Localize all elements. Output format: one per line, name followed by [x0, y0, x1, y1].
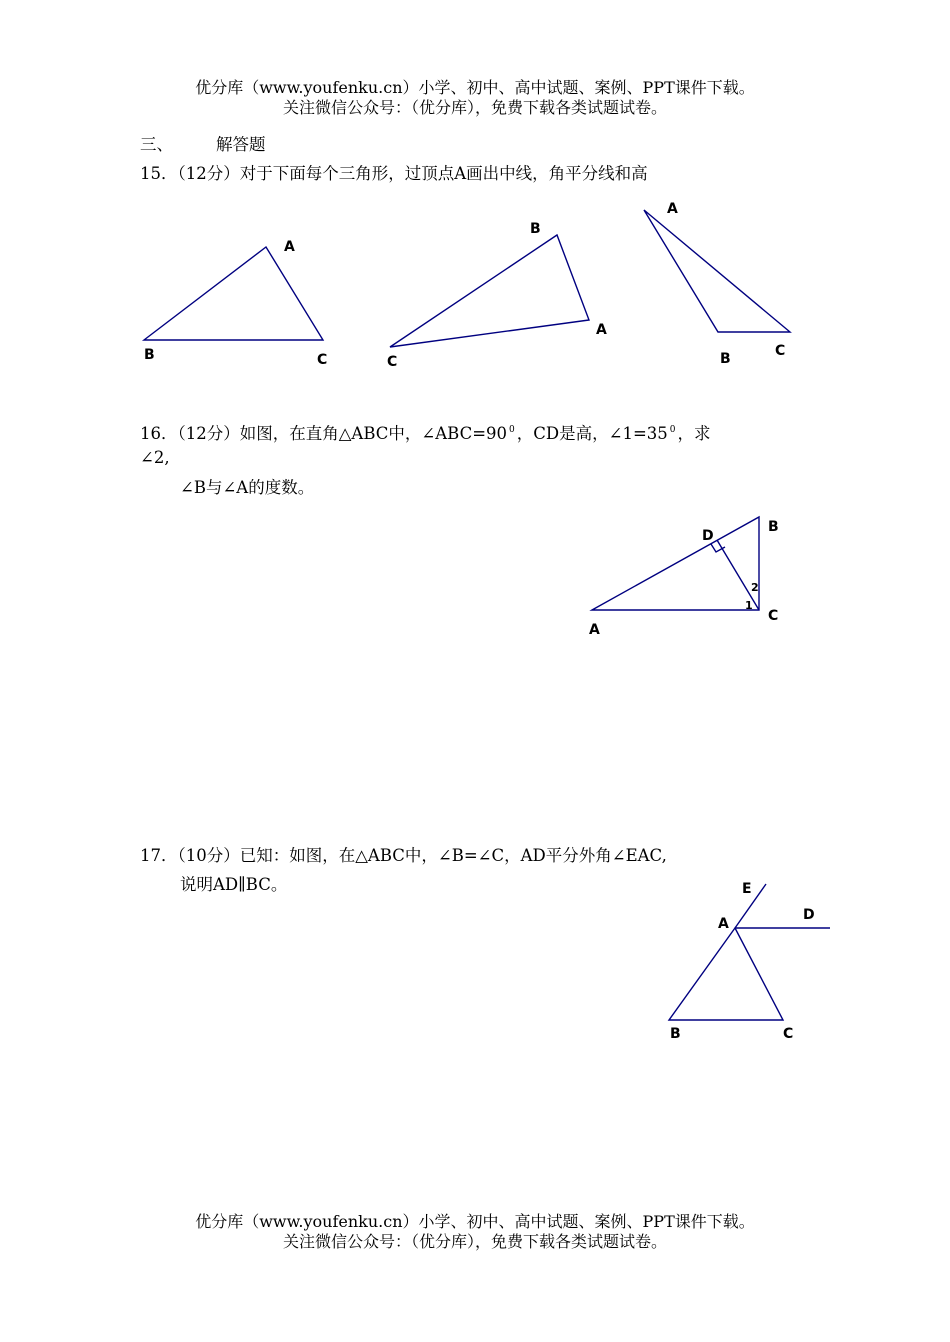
fig16-label-a: A: [589, 622, 600, 638]
fig17-label-e: E: [742, 881, 752, 897]
fig2-label-b: B: [530, 221, 541, 237]
footer-line-2: 关注微信公众号：（优分库），免费下载各类试题试卷。: [282, 1232, 667, 1251]
q16-text-a: 16．（12分）如图，在直角△ABC中，∠ABC=90: [140, 424, 508, 443]
fig16-angle-1: 1: [745, 599, 753, 612]
q16-text-c: ，求: [677, 424, 711, 443]
fig16-label-b: B: [768, 519, 779, 535]
fig16-label-d: D: [702, 528, 714, 544]
header-line-1: 优分库（www.youfenku.cn）小学、初中、高中试题、案例、PPT课件下载。: [195, 78, 755, 97]
q16-degree-1: 0: [509, 425, 515, 435]
fig2-label-c: C: [387, 354, 398, 370]
section-number: 三、: [140, 135, 173, 154]
fig3-label-a: A: [667, 201, 678, 217]
triangle-abc: [669, 928, 783, 1020]
header-line-2: 关注微信公众号：（优分库），免费下载各类试题试卷。: [282, 98, 667, 117]
fig17-label-d: D: [803, 907, 815, 923]
question-17-line-2: 说明AD∥BC。: [180, 875, 288, 894]
fig16-angle-2: 2: [751, 581, 759, 594]
fig2-label-a: A: [596, 322, 607, 338]
question-16-line-3: ∠B与∠A的度数。: [180, 478, 315, 497]
question-17-line-1: 17．（10分）已知：如图，在△ABC中，∠B=∠C，AD平分外角∠EAC,: [140, 846, 667, 865]
footer-line-1: 优分库（www.youfenku.cn）小学、初中、高中试题、案例、PPT课件下载。: [195, 1212, 755, 1231]
fig17-label-c: C: [783, 1026, 794, 1042]
q16-text-b: ，CD是高，∠1=35: [516, 424, 668, 443]
fig3-label-c: C: [775, 343, 786, 359]
question-16-line-2: ∠2,: [140, 448, 170, 467]
fig16-label-c: C: [768, 608, 779, 624]
q16-degree-2: 0: [669, 425, 676, 435]
section-title: 解答题: [216, 135, 266, 154]
fig17-label-b: B: [670, 1026, 681, 1042]
fig1-label-a: A: [284, 239, 295, 255]
fig1-label-c: C: [317, 352, 328, 368]
fig3-label-b: B: [720, 351, 731, 367]
question-15-text: 15．（12分）对于下面每个三角形，过顶点A画出中线，角平分线和高: [140, 164, 648, 183]
fig17-label-a: A: [718, 916, 729, 932]
fig1-label-b: B: [144, 347, 155, 363]
